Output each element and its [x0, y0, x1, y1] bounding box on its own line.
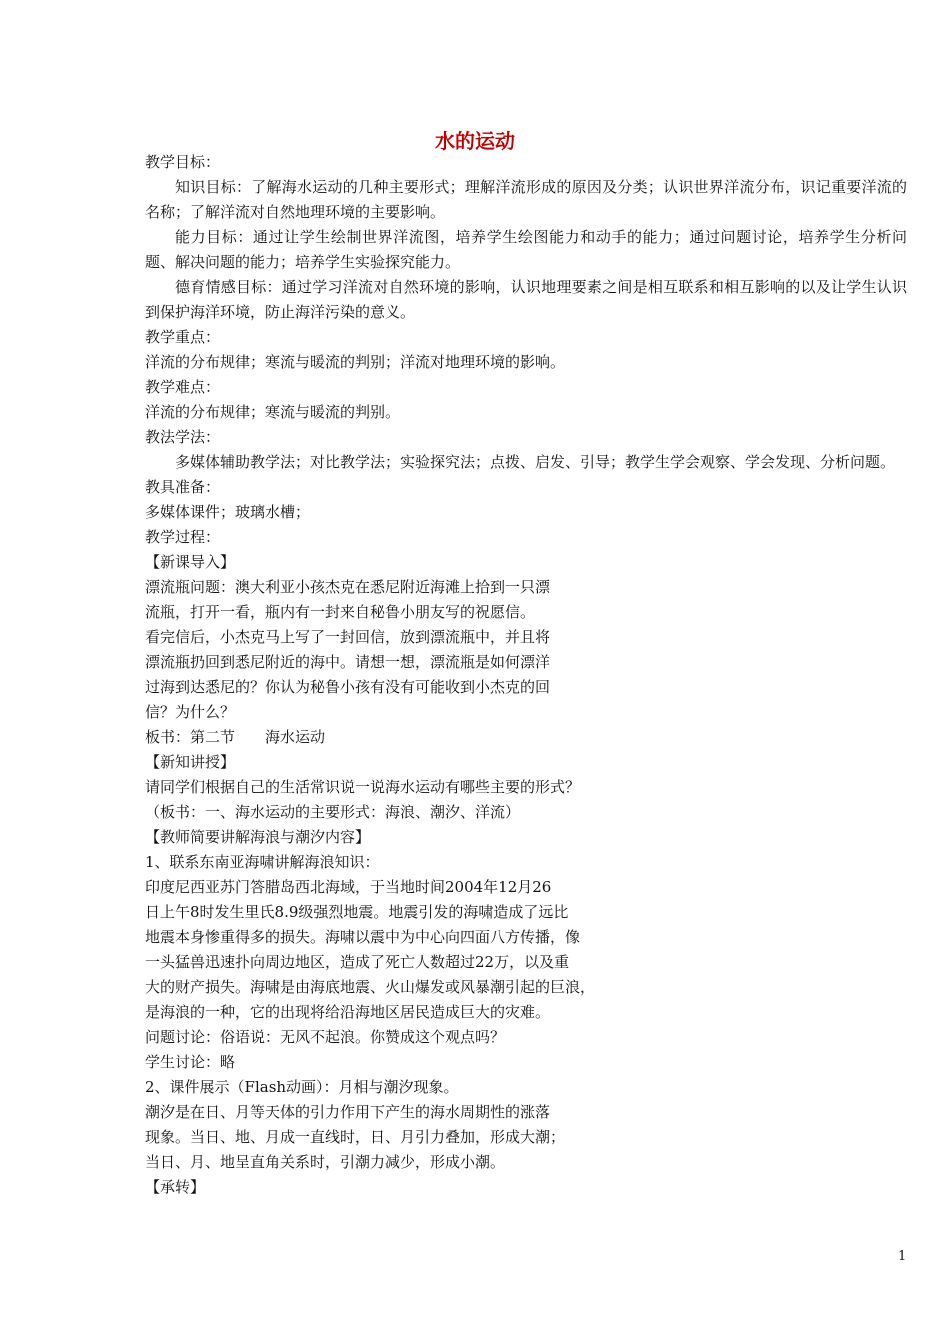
heading-key-points: 教学重点： [145, 328, 221, 346]
document-title: 水的运动 [435, 129, 515, 153]
text-line: 潮汐是在日、月等天体的引力作用下产生的海水周期性的涨落 [145, 1103, 551, 1121]
text-line: 请同学们根据自己的生活常识说一说海水运动有哪些主要的形式？ [145, 778, 581, 796]
text-line: 看完信后，小杰克马上写了一封回信，放到漂流瓶中，并且将 [145, 628, 551, 646]
text-line: 问题讨论：俗语说：无风不起浪。你赞成这个观点吗？ [145, 1028, 506, 1046]
document-body [145, 150, 907, 1200]
difficulties-text: 洋流的分布规律；寒流与暖流的判别。 [145, 403, 401, 421]
ability-goal-paragraph: 能力目标：通过让学生绘制世界洋流图，培养学生绘图能力和动手的能力；通过问题讨论，培养学生分析问题、解决问题的能力；培养学生实验探究能力。 [145, 228, 907, 271]
text-line: 流瓶，打开一看，瓶内有一封来自秘鲁小朋友写的祝愿信。 [145, 603, 536, 621]
key-points-text: 洋流的分布规律；寒流与暖流的判别；洋流对地理环境的影响。 [145, 353, 566, 371]
heading-materials: 教具准备： [145, 478, 221, 496]
page-number: 1 [898, 1249, 907, 1264]
text-line: 印度尼西亚苏门答腊岛西北海域，于当地时间2004年12月26 [145, 878, 552, 896]
text-line: （板书：一、海水运动的主要形式：海浪、潮汐、洋流） [145, 803, 521, 821]
section-transition-label: 【承转】 [145, 1178, 206, 1196]
section-teacher-label: 【教师简要讲解海浪与潮汐内容】 [145, 828, 371, 846]
text-line: 学生讨论：略 [145, 1053, 236, 1071]
materials-text: 多媒体课件；玻璃水槽； [145, 503, 311, 521]
text-line: 2、课件展示（Flash动画）：月相与潮汐现象。 [145, 1078, 459, 1096]
heading-teaching-goals: 教学目标： [145, 153, 221, 171]
blackboard-line: 板书：第二节 海水运动 [145, 728, 326, 746]
text-line: 过海到达悉尼的？你认为秘鲁小孩有没有可能收到小杰克的回 [145, 678, 551, 696]
section-intro-label: 【新课导入】 [145, 553, 236, 571]
knowledge-goal-paragraph: 知识目标：了解海水运动的几种主要形式；理解洋流形成的原因及分类；认识世界洋流分布，识记重要洋流的名称；了解洋流对自然地理环境的主要影响。 [145, 178, 907, 221]
heading-methods: 教法学法： [145, 428, 221, 446]
text-line: 日上午8时发生里氏8.9级强烈地震。地震引发的海啸造成了远比 [145, 903, 569, 921]
text-line: 现象。当日、地、月成一直线时，日、月引力叠加，形成大潮； [145, 1128, 566, 1146]
text-line: 1、联系东南亚海啸讲解海浪知识： [145, 853, 380, 871]
text-line: 是海浪的一种，它的出现将给沿海地区居民造成巨大的灾难。 [145, 1003, 551, 1021]
heading-process: 教学过程： [145, 528, 221, 546]
text-line: 地震本身惨重得多的损失。海啸以震中为中心向四面八方传播，像 [145, 928, 581, 946]
heading-difficulties: 教学难点： [145, 378, 221, 396]
text-line: 信？为什么？ [145, 703, 236, 721]
text-line: 当日、月、地呈直角关系时，引潮力减少，形成小潮。 [145, 1153, 506, 1171]
text-line: 大的财产损失。海啸是由海底地震、火山爆发或风暴潮引起的巨浪， [145, 978, 596, 996]
text-line: 漂流瓶扔回到悉尼附近的海中。请想一想，漂流瓶是如何漂洋 [145, 653, 551, 671]
methods-paragraph: 多媒体辅助教学法；对比教学法；实验探究法；点拨、启发、引导；教学生学会观察、学会发现、分析问题。 [175, 453, 896, 471]
text-line: 漂流瓶问题：澳大利亚小孩杰克在悉尼附近海滩上拾到一只漂 [145, 578, 551, 596]
text-line: 一头猛兽迅速扑向周边地区，造成了死亡人数超过22万，以及重 [145, 953, 570, 971]
section-new-knowledge-label: 【新知讲授】 [145, 753, 236, 771]
moral-goal-paragraph: 德育情感目标：通过学习洋流对自然环境的影响，认识地理要素之间是相互联系和相互影响的以及让学生认识到保护海洋环境，防止海洋污染的意义。 [145, 278, 907, 321]
